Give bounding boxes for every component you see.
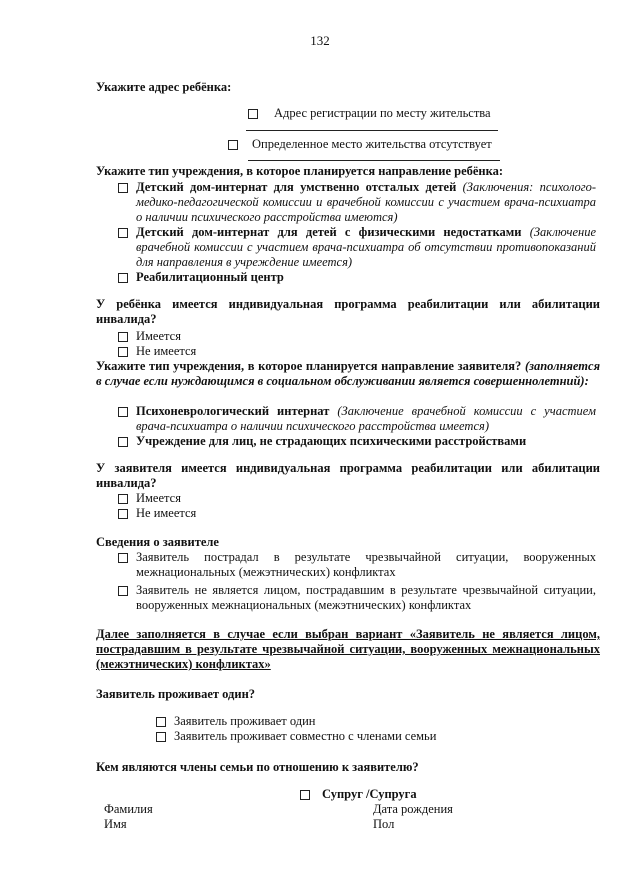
institution-applicant-option-2[interactable] [118,434,526,449]
ipr-applicant-option-no[interactable] [118,506,196,521]
institution-child-option-1[interactable] [118,180,600,225]
checkbox[interactable] [118,273,128,283]
underline [248,160,500,161]
option-note: (Заключения: психолого-медико-педагогической комиссии и врачебной комиссии с участием врача-психиатра о наличии психического расстройства имеются) [136,180,597,224]
option-label: Имеется [136,329,181,343]
family-option-spouse[interactable] [300,787,417,802]
checkbox[interactable] [118,228,128,238]
checkbox[interactable] [156,732,166,742]
institution-child-option-3[interactable] [118,270,284,285]
checkbox[interactable] [118,347,128,357]
institution-applicant-option-1[interactable] [118,404,600,434]
field-surname-label: Фамилия [104,802,153,816]
checkbox[interactable] [118,494,128,504]
ipr-child-option-yes[interactable] [118,329,181,344]
institution-applicant-question [96,359,600,389]
applicant-info-option-affected[interactable] [118,550,600,580]
address-option-registration[interactable] [248,106,491,121]
checkbox[interactable] [156,717,166,727]
option-label: Супруг /Супруга [322,787,417,801]
applicant-info-option-not-affected[interactable] [118,583,600,613]
family-question: Кем являются члены семьи по отношению к заявителю? [96,760,419,774]
lives-alone-option-family[interactable] [156,729,436,744]
page-number: 132 [310,33,330,48]
option-label: Имеется [136,491,181,505]
address-question: Укажите адрес ребёнка: [96,80,232,94]
checkbox[interactable] [228,140,238,150]
option-label: Учреждение для лиц, не страдающих психическими расстройствами [136,434,527,448]
option-label: Заявитель не является лицом, пострадавшим в результате чрезвычайной ситуации, вооруженных межнациональных (межэтнических) конфликтах [136,583,596,612]
option-label: Заявитель пострадал в результате чрезвычайной ситуации, вооруженных межнациональных (межэтнических) конфликтах [136,550,596,579]
lives-alone-option-alone[interactable] [156,714,315,729]
option-label: Адрес регистрации по месту жительства [274,106,491,120]
question-note: (заполняется в случае если нуждающимся в социальном обслуживании является совершеннолетний): [96,359,601,388]
option-note: (Заключение врачебной комиссии с участием врача-психиатра об отсутствии противопоказаний для направления в учреждение имеется) [136,225,597,269]
ipr-child-option-no[interactable] [118,344,196,359]
checkbox[interactable] [248,109,258,119]
field-sex-label: Пол [373,817,395,831]
lives-alone-question: Заявитель проживает один? [96,687,256,701]
field-birthdate-label: Дата рождения [373,802,453,816]
option-label: Определенное место жительства отсутствует [252,137,492,151]
question-text: Укажите тип учреждения, в которое планируется направление заявителя? [96,359,522,373]
field-name-label: Имя [104,817,127,831]
checkbox[interactable] [118,332,128,342]
checkbox[interactable] [300,790,310,800]
checkbox[interactable] [118,553,128,563]
checkbox[interactable] [118,509,128,519]
option-label: Психоневрологический интернат [136,404,330,418]
option-label: Заявитель проживает один [174,714,316,728]
continue-note: Далее заполняется в случае если выбран вариант «Заявитель не является лицом, пострадавшим в результате чрезвычайной ситуации, вооруженных межнациональных (межэтнических) конфликтах» [96,627,600,671]
institution-child-option-2[interactable] [118,225,600,270]
option-label: Заявитель проживает совместно с членами семьи [174,729,437,743]
option-label: Детский дом-интернат для умственно отсталых детей [136,180,457,194]
checkbox[interactable] [118,586,128,596]
option-label: Детский дом-интернат для детей с физическими недостатками [136,225,522,239]
option-label: Не имеется [136,344,197,358]
checkbox[interactable] [118,437,128,447]
option-note: (Заключение врачебной комиссии с участием врача-психиатра о наличии психического расстройства имеется) [136,404,596,433]
option-label: Не имеется [136,506,197,520]
ipr-applicant-option-yes[interactable] [118,491,181,506]
institution-child-question: Укажите тип учреждения, в которое планируется направление ребёнка: [96,164,504,178]
underline [246,130,498,131]
applicant-info-heading: Сведения о заявителе [96,535,219,549]
checkbox[interactable] [118,407,128,417]
ipr-child-question: У ребёнка имеется индивидуальная программа реабилитации или абилитации инвалида? [96,297,600,326]
address-option-none[interactable] [228,137,492,152]
checkbox[interactable] [118,183,128,193]
option-label: Реабилитационный центр [136,270,284,284]
ipr-applicant-question: У заявителя имеется индивидуальная программа реабилитации или абилитации инвалида? [96,461,600,490]
